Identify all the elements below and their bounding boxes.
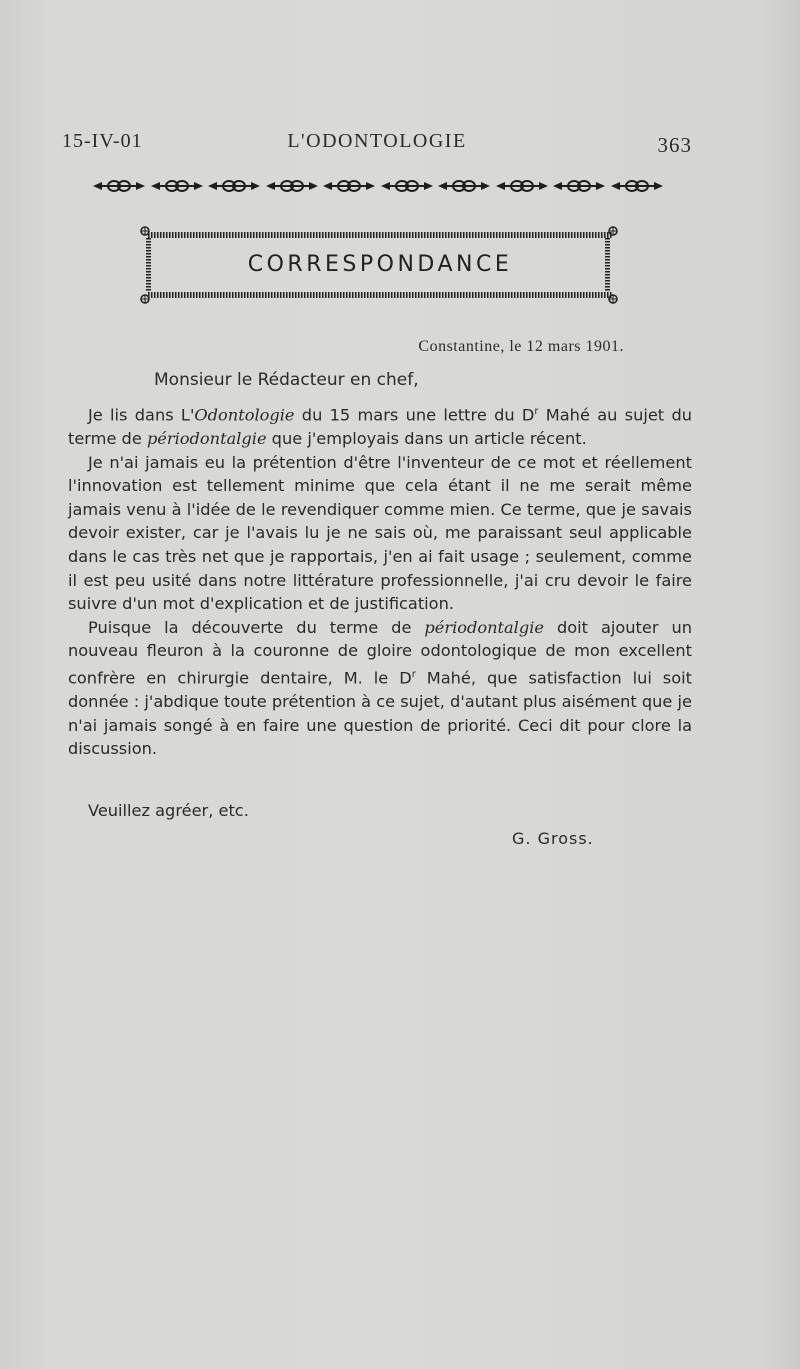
letter-signature: G. Gross. [512,829,594,848]
running-head [62,130,692,160]
page-number: 363 [657,133,692,157]
floral-ornament-icon [92,179,146,193]
frame-top-rule [148,232,612,238]
frame-bottom-rule [148,292,612,298]
italic-term: Odontologie [194,405,295,425]
paragraph-text: Puisque la découverte du terme de [88,617,425,637]
floral-ornament-icon [322,179,376,193]
floral-ornament-icon [610,179,664,193]
letter-closing: Veuillez agréer, etc. [88,801,249,820]
floral-ornament-icon [150,179,204,193]
paragraph-text: Je n'ai jamais eu la prétention d'être l'inventeur de ce mot et réellement l'innovation est tellement minime que cela étant il ne me serait même jamais venu à l'idée de le revendiquer comme mien. Ce terme, que je savais devoir exister, car je l'avais lu je ne sais où, me paraissant seul applicable dans le cas très net que je rapportais, j'en ai fait usage ; seulement, comme il est peu usité dans notre littérature professionnelle, j'ai cru devoir le faire suivre d'un mot d'explication et de justification. [68,452,692,614]
corner-flourish-icon [138,224,152,238]
journal-title: L'ODONTOLOGIE [287,130,467,152]
floral-ornament-icon [380,179,434,193]
paragraph-text: que j'employais dans un article récent. [266,428,587,448]
ornament-band [92,178,664,194]
superscript: r [411,668,416,680]
italic-term: périodontalgie [146,428,267,448]
corner-flourish-icon [606,292,620,306]
corner-flourish-icon [138,292,152,306]
paragraph-text: Je lis dans L' [88,405,195,425]
paragraph-text: doit ajouter un nouveau fleuron à la couronne de gloire odontologique de mon excellent confrère en chirurgie dentaire, M. le D [68,617,692,688]
letter-paragraph [68,616,692,761]
section-title: CORRESPONDANCE [247,252,513,277]
italic-term: périodontalgie [424,617,544,637]
superscript: r [534,406,539,417]
floral-ornament-icon [552,179,606,193]
issue-date: 15-IV-01 [62,130,143,152]
section-title-frame [138,224,622,312]
paragraph-text: du 15 mars une lettre du D [294,405,535,425]
paragraph-text: Mahé, que satisfaction lui soit donnée : j'abdique toute prétention à ce sujet, d'autant plus aisément que je n'ai jamais songé à en faire une question de priorité. Ceci dit pour clore la discussion. [68,668,692,759]
floral-ornament-icon [495,179,549,193]
floral-ornament-icon [437,179,491,193]
letter-paragraph [68,400,692,451]
paragraph-text: Mahé au sujet du terme de [68,405,692,448]
letter-dateline: Constantine, le 12 mars 1901. [418,338,624,355]
floral-ornament-icon [207,179,261,193]
letter-body [68,400,692,761]
letter-salutation: Monsieur le Rédacteur en chef, [154,370,419,390]
floral-ornament-icon [265,179,319,193]
corner-flourish-icon [606,224,620,238]
letter-paragraph [68,451,692,616]
